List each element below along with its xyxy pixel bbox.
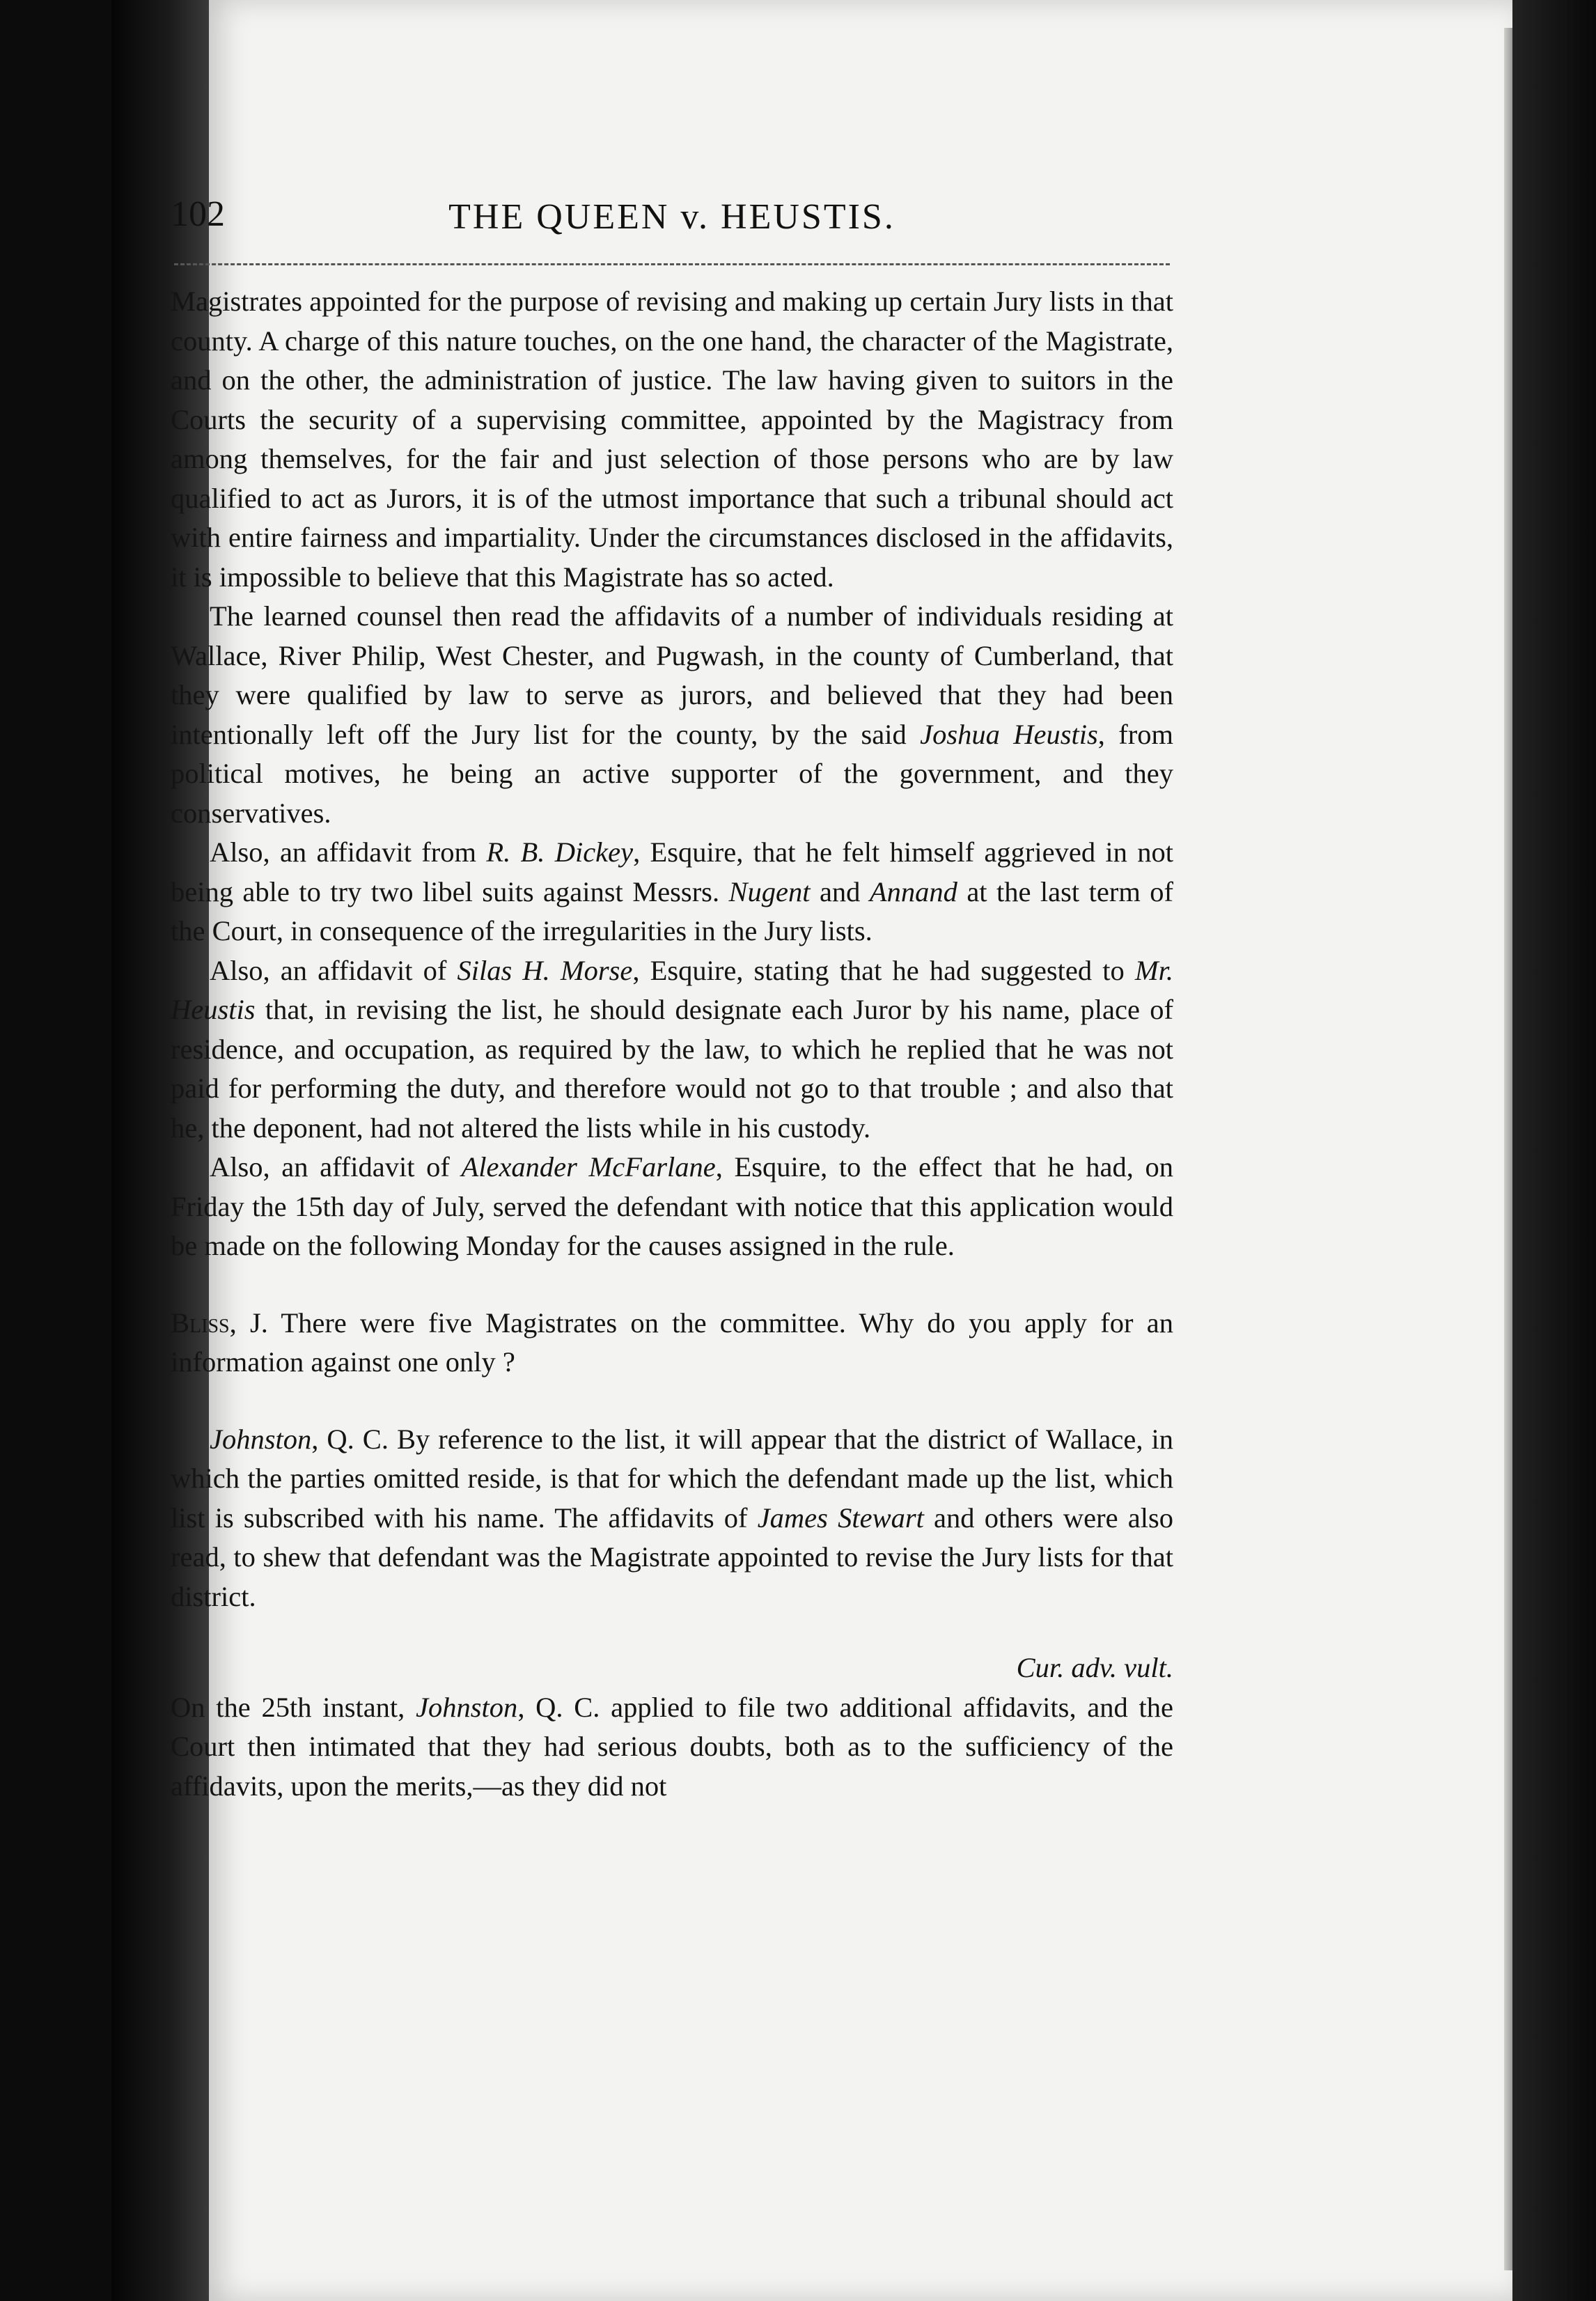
paragraph-8: On the 25th instant, Johnston, Q. C. applied to file two additional affidavits, and the Court then intimated that they had serious doubts, both as to the sufficiency of the affidavits, upon the merits,—as they did not (171, 1691, 1174, 1802)
paragraph-2: The learned counsel then read the affidavits of a number of individuals residing at Wallace, River Philip, West Chester, and Pugwash, in the county of Cumberland, that they were qualified by law to serve as jurors, and believed that they had been intentionally left off the Jury list for the county, by the said Joshua Heustis, from political motives, he being an active supporter of the government, and they conservatives. (171, 600, 1173, 829)
paragraph-7: Johnston, Q. C. By reference to the list, it will appear that the district of Wallace, in which the parties omitted reside, is that for which the defendant made up the list, which list is subscribed with his name. The affidavits of James Stewart and others were also read, to shew that defendant was the Magistrate appointed to revise the Jury lists for that district. (171, 1423, 1173, 1612)
running-head: THE QUEEN v. HEUSTIS. (448, 197, 895, 237)
page-header (171, 194, 1173, 249)
speaker-name: Bliss (171, 1306, 230, 1339)
paragraph-3: Also, an affidavit from R. B. Dickey, Esquire, that he felt himself aggrieved in not being able to try two libel suits against Messrs. Nugent and Annand at the last term of the Court, in consequence of the irregularities in the Jury lists. (171, 836, 1174, 946)
cur-adv-vult: Cur. adv. vult. (1016, 1652, 1173, 1683)
scan-border (1512, 0, 1596, 2301)
paragraph-1: Magistrates appointed for the purpose of revising and making up certain Jury lists in that county. A charge of this nature touches, on the one hand, the character of the Magistrate, and on the other, the administration of justice. The law having given to suitors in the Courts the security of a supervising committee, appointed by the Magistracy from among themselves, for the fair and just selection of those persons who are by law qualified to act as Jurors, it is of the utmost importance that such a tribunal should act with entire fairness and impartiality. Under the circumstances disclosed in the affidavits, it is impossible to believe that this Magistrate has so acted. (171, 286, 1173, 593)
paragraph-6: Bliss, J. There were five Magistrates on the committee. Why do you apply for an information against one only ? (171, 1306, 1173, 1378)
paragraph-5: Also, an affidavit of Alexander McFarlane, Esquire, to the effect that he had, on Friday the 15th day of July, served the defendant with notice that this application would be made on the following Monday for the causes assigned in the rule. (171, 1151, 1173, 1261)
page-edge (1504, 28, 1512, 2270)
page-number: 102 (171, 194, 225, 234)
body-text (171, 282, 1173, 1806)
paragraph-4: Also, an affidavit of Silas H. Morse, Esquire, stating that he had suggested to Mr. Heustis that, in revising the list, he should designate each Juror by his name, place of residence, and occupation, as required by the law, to which he replied that he was not paid for performing the duty, and therefore would not go to that trouble ; and also that he, the deponent, had not altered the lists while in his custody. (171, 954, 1174, 1144)
header-rule (174, 263, 1170, 265)
speaker-name: Johnston (210, 1423, 312, 1455)
